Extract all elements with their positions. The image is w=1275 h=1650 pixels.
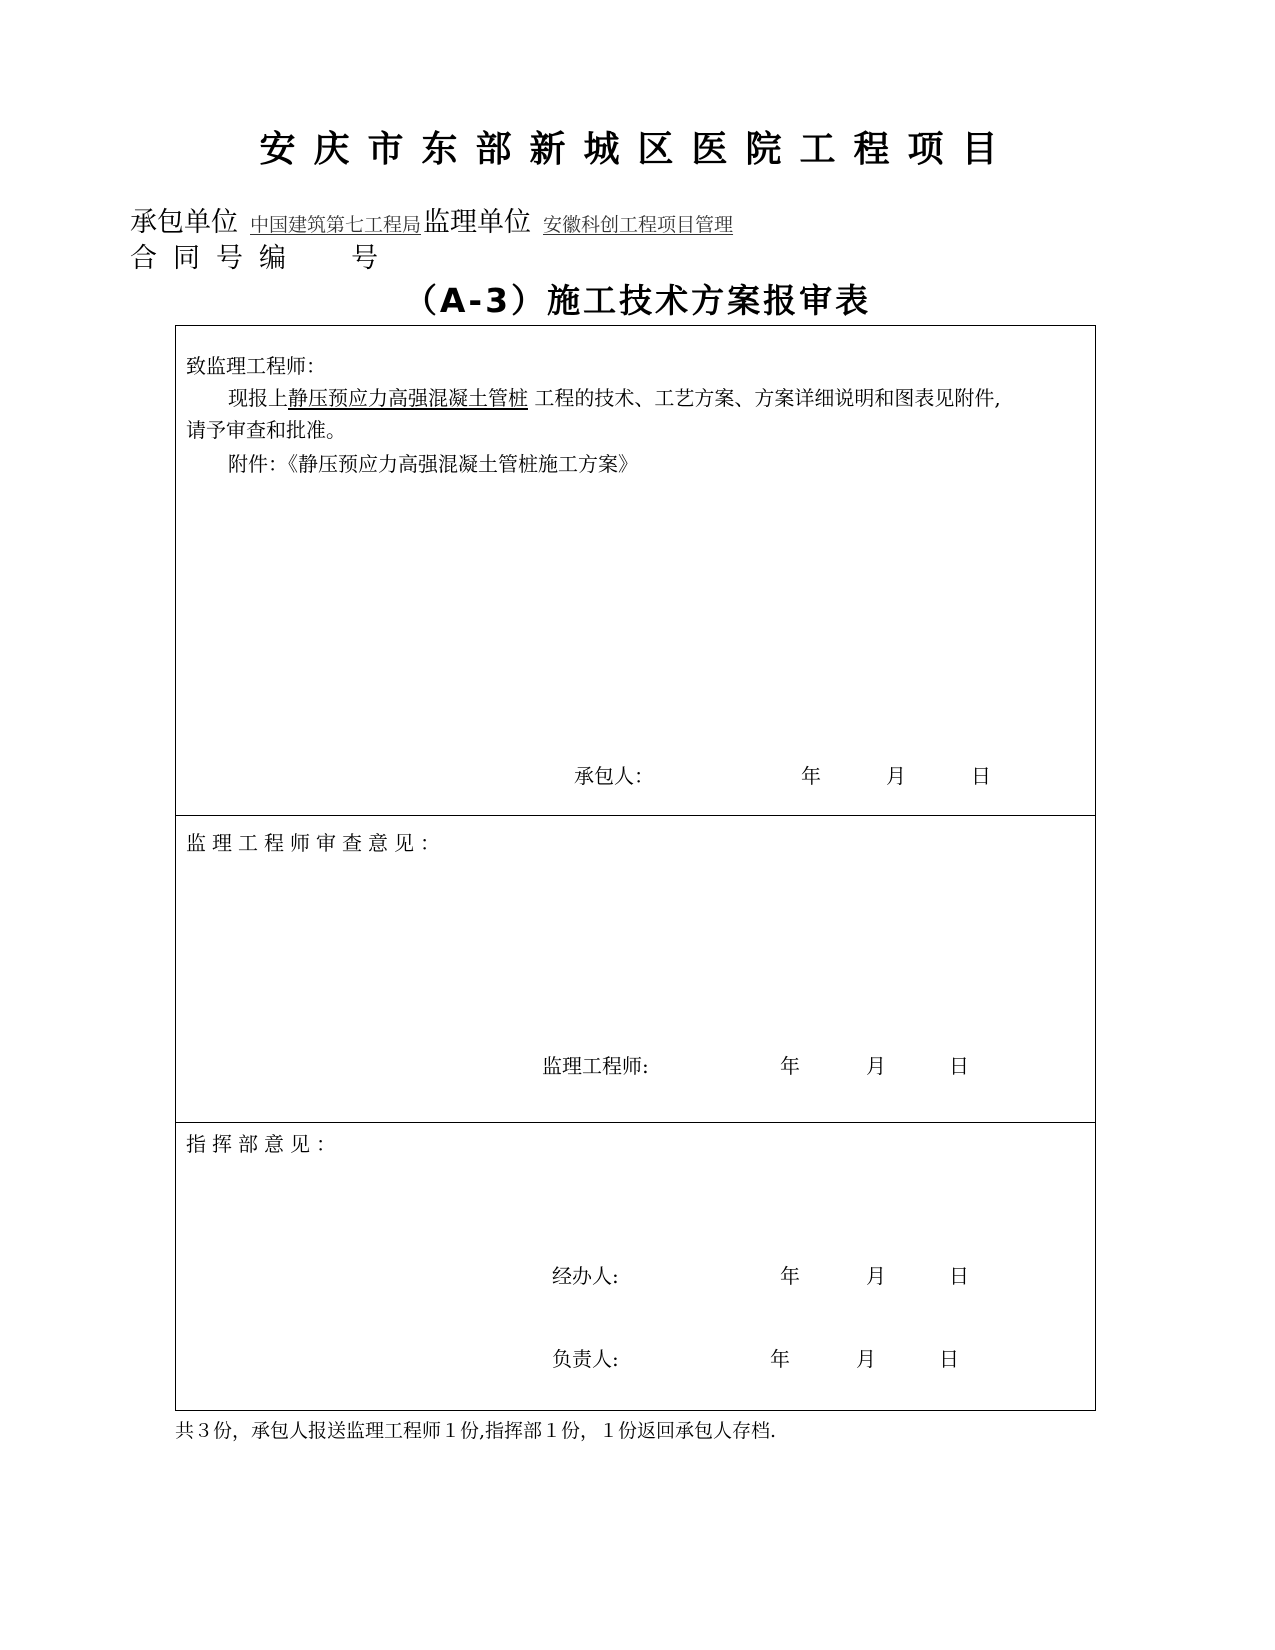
contractor-label: 承包单位 <box>130 207 238 238</box>
distribution-note: 共３份，承包人报送监理工程师１份,指挥部１份，１份返回承包人存档. <box>175 1420 777 1442</box>
supervisor-date-day: 日 <box>949 1054 969 1078</box>
responsible-date-year: 年 <box>770 1347 790 1371</box>
submission-text-line1 <box>228 385 1001 411</box>
attachment-text: 附件：《静压预应力高强混凝土管桩施工方案》 <box>228 452 638 476</box>
header-units-row <box>130 206 735 242</box>
contractor-value: 中国建筑第七工程局 <box>250 214 422 236</box>
contractor-date-day: 日 <box>971 764 991 788</box>
supervisor-signer-label: 监理工程师: <box>542 1054 649 1078</box>
responsible-signer-label: 负责人: <box>552 1347 619 1371</box>
handler-date-year: 年 <box>780 1264 800 1288</box>
form-title: （A-3）施工技术方案报审表 <box>403 281 872 320</box>
supervisor-date-month: 月 <box>866 1054 886 1078</box>
supervisor-review-heading: 监理工程师审查意见： <box>186 831 446 855</box>
handler-date-day: 日 <box>949 1264 969 1288</box>
handler-date-month: 月 <box>866 1264 886 1288</box>
submission-text-line2: 请予审查和批准。 <box>186 418 346 442</box>
addressee-text: 致监理工程师： <box>186 354 326 378</box>
project-title: 安庆市东部新城区医院工程项目 <box>259 129 1016 170</box>
contractor-date-year: 年 <box>801 764 821 788</box>
supervisor-value: 安徽科创工程项目管理 <box>543 214 734 236</box>
header-numbers-row <box>130 242 394 276</box>
supervisor-label: 监理单位 <box>423 207 532 238</box>
responsible-date-day: 日 <box>939 1347 959 1371</box>
responsible-date-month: 月 <box>856 1347 876 1371</box>
approval-form-table <box>175 325 1096 1411</box>
submission-suffix: 工程的技术、工艺方案、方案详细说明和图表见附件, <box>528 386 1001 410</box>
headquarters-opinion-heading: 指挥部意见： <box>186 1132 342 1156</box>
serial-no-label: 编 号 <box>259 243 395 274</box>
project-name-field: 静压预应力高强混凝土管桩 <box>288 386 528 410</box>
contract-no-label: 合同号 <box>130 243 259 274</box>
contractor-signer-label: 承包人： <box>574 764 654 788</box>
submission-prefix: 现报上 <box>228 386 288 410</box>
section-divider-2 <box>176 1122 1095 1123</box>
handler-signer-label: 经办人: <box>552 1264 619 1288</box>
section-divider-1 <box>176 815 1095 816</box>
contractor-date-month: 月 <box>886 764 906 788</box>
supervisor-date-year: 年 <box>780 1054 800 1078</box>
